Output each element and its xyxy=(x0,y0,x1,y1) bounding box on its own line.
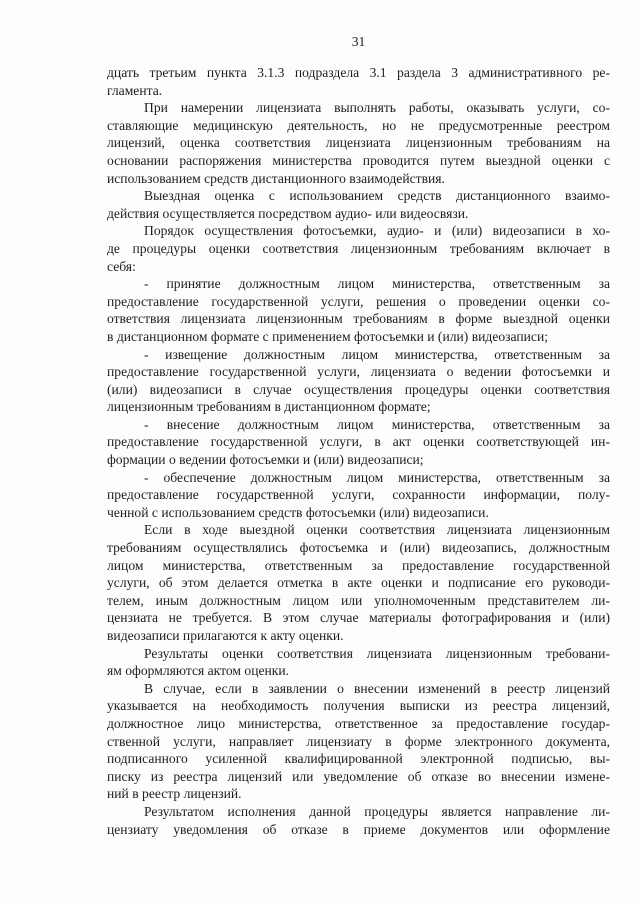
text-line: видеозаписи прилагаются к акту оценки. xyxy=(107,628,344,643)
text-line: ственной услуги, направляет лицензиату в форме электронного документа, xyxy=(107,733,610,749)
text-line: действия осуществляется посредством аудио- или видеосвязи. xyxy=(107,205,469,221)
text-line: цензиата не требуется. В этом случае материалы фотографирования и (или) xyxy=(107,610,610,626)
text-line: - обеспечение должностным лицом министерства, ответственным за xyxy=(144,469,610,485)
text-line: использованием средств дистанционного взаимодействия. xyxy=(107,170,445,186)
text-line: указывается на необходимость получения выписки из реестра лицензий, xyxy=(107,698,610,714)
text-line: ний в реестр лицензий. xyxy=(107,786,242,802)
text-line: услуги, об этом делается отметка в акте оценки и подписание его руководи- xyxy=(107,575,610,591)
text-line: цензиату уведомления об отказе в приеме документов или оформление xyxy=(107,821,610,837)
text-line: - внесение должностным лицом министерства, ответственным за xyxy=(144,416,610,432)
text-line: в дистанционном формате с применением фотосъемки и (или) видеозаписи; xyxy=(107,328,549,344)
text-line: - извещение должностным лицом министерства, ответственным за xyxy=(144,346,610,362)
text-line: При намерении лицензиата выполнять работы, оказывать услуги, со- xyxy=(144,100,610,116)
paragraph xyxy=(107,521,610,644)
paragraph xyxy=(107,803,610,838)
text-line: предоставление государственной услуги, в акт оценки соответствующей ин- xyxy=(107,434,610,450)
text-line: Результатом исполнения данной процедуры является направление ли- xyxy=(144,803,610,819)
list-item xyxy=(107,416,610,469)
paragraph xyxy=(107,99,610,187)
list-item xyxy=(107,469,610,522)
list-item xyxy=(107,346,610,416)
text-line: подписанного усиленной квалифицированной электронной подписью, вы- xyxy=(107,751,610,767)
text-line: Если в ходе выездной оценки соответствия лицензиата лицензионным xyxy=(144,522,610,538)
text-line: гламента. xyxy=(107,82,163,98)
text-line: основании распоряжения министерства проводится путем выездной оценки с xyxy=(107,152,610,168)
paragraph xyxy=(107,64,610,99)
text-line: писку из реестра лицензий или уведомление об отказе во внесении измене- xyxy=(107,768,610,784)
text-line: дцать третьим пункта 3.1.3 подраздела 3.1 раздела 3 административного ре- xyxy=(107,65,610,80)
text-line: ставляющие медицинскую деятельность, но не предусмотренные реестром xyxy=(107,117,610,133)
text-line: лицензий, оценка соответствия лицензиата лицензионным требованиям на xyxy=(107,135,610,151)
text-line: телем, иным должностным лицом или уполномоченным представителем ли- xyxy=(107,592,610,608)
text-line: - принятие должностным лицом министерства, ответственным за xyxy=(144,276,610,292)
text-line: предоставление государственной услуги, решения о проведении оценки со- xyxy=(107,293,610,309)
paragraph xyxy=(107,680,610,803)
paragraph xyxy=(107,222,610,275)
text-line: предоставление государственной услуги, лицензиата о ведении фотосъемки и xyxy=(107,364,610,380)
text-line: требованиям осуществлялись фотосъемка и (или) видеозапись, должностным xyxy=(107,540,610,556)
text-line: В случае, если в заявлении о внесении изменений в реестр лицензий xyxy=(144,680,610,696)
list-item xyxy=(107,275,610,345)
text-line: формации о ведении фотосъемки и (или) видеозаписи; xyxy=(107,452,424,468)
text-line: ям оформляются актом оценки. xyxy=(107,663,290,679)
text-line: ответствия лицензиата лицензионным требованиям в форме выездной оценки xyxy=(107,311,610,327)
text-line: должностное лицо министерства, ответственное за предоставление государ- xyxy=(107,715,610,731)
body-text xyxy=(107,64,610,838)
text-line: Результаты оценки соответствия лицензиата лицензионным требовани- xyxy=(144,645,610,661)
text-line: Выездная оценка с использованием средств дистанционного взаимо- xyxy=(144,188,610,204)
text-line: (или) видеозаписи в случае осуществления процедуры оценки соответствия xyxy=(107,381,610,397)
text-line: лицом министерства, ответственным за предоставление государственной xyxy=(107,557,610,573)
text-line: лицензионным требованиям в дистанционном формате; xyxy=(107,399,431,415)
page-number: 31 xyxy=(351,34,366,49)
text-line: де процедуры оценки соответствия лицензионным требованиям включает в xyxy=(107,240,610,256)
text-line: предоставление государственной услуги, сохранности информации, полу- xyxy=(107,487,610,503)
paragraph xyxy=(107,187,610,222)
paragraph xyxy=(107,645,610,680)
text-line: ченной с использованием средств фотосъемки (или) видеозаписи. xyxy=(107,504,489,520)
text-line: себя: xyxy=(107,258,136,274)
text-line: Порядок осуществления фотосъемки, аудио- и (или) видеозаписи в хо- xyxy=(144,223,610,239)
